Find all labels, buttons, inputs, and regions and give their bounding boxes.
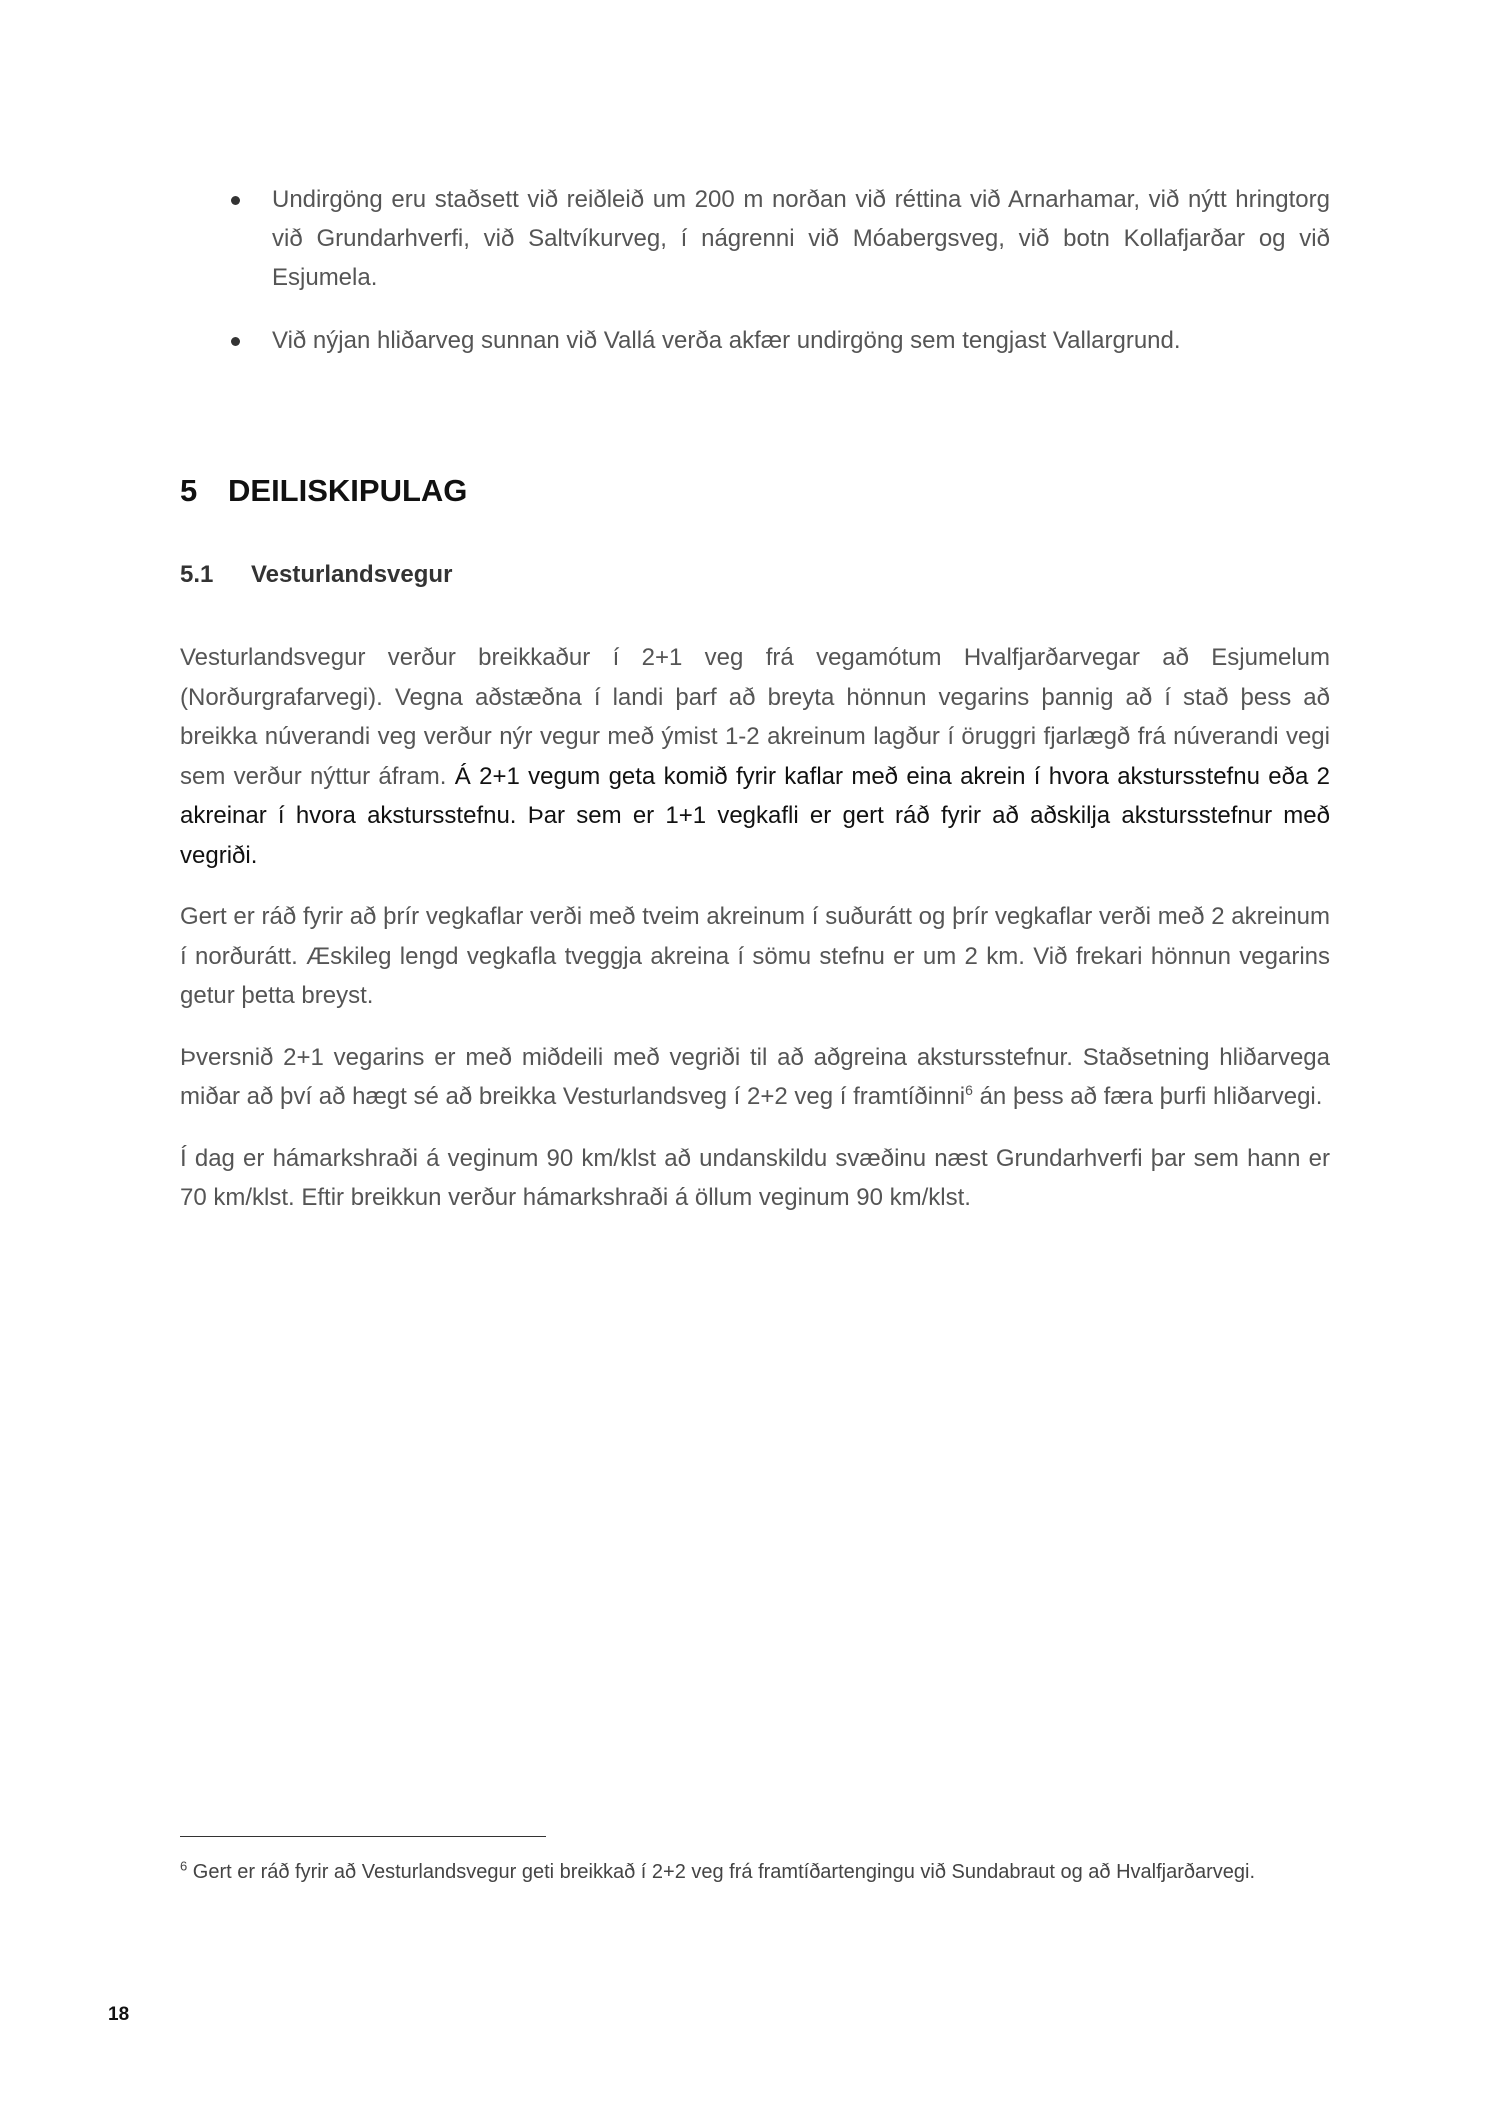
page-number: 18 [108, 2004, 130, 2025]
paragraph-text-emphasis: Á 2+1 vegum geta komið fyrir kaflar með eina akrein í hvora akstursstefnu eða 2 akreinar í hvora akstursstefnu. Þar sem er 1+1 vegkafli er gert ráð fyrir að aðskilja akstursstefnur með vegriði. [180, 762, 1331, 869]
footnote [180, 1857, 1330, 1888]
paragraph [180, 1038, 1330, 1117]
body-text [180, 638, 1330, 1240]
footnote-marker: 6 [180, 1858, 188, 1874]
footnote-text: Gert er ráð fyrir að Vesturlandsvegur geti breikkað í 2+2 veg frá framtíðartengingu við Sundabraut og að Hvalfjarðarvegi. [187, 1861, 1256, 1883]
paragraph-text: án þess að færa þurfi hliðarvegi. [972, 1083, 1323, 1110]
bullet-icon [231, 337, 240, 346]
paragraph: Í dag er hámarkshraði á veginum 90 km/klst að undanskildu svæðinu næst Grundarhverfi þar sem hann er 70 km/klst. Eftir breikkun verður hámarkshraði á öllum veginum 90 km/klst. [180, 1144, 1330, 1211]
section-title: DEILISKIPULAG [228, 473, 468, 508]
bullet-item [180, 321, 1330, 360]
bullet-text: Við nýjan hliðarveg sunnan við Vallá verða akfær undirgöng sem tengjast Vallargrund. [272, 327, 1181, 354]
bullet-item [180, 180, 1330, 297]
footnote-divider [180, 1836, 546, 1837]
paragraph [180, 638, 1330, 875]
bullet-icon [231, 196, 240, 205]
paragraph-text: Þversnið 2+1 vegarins er með miðdeili með vegriði til að aðgreina akstursstefnur. Staðsetning hliðarvega miðar að því að hægt sé að breikka Vesturlandsveg í 2+2 veg í framtíðinni [180, 1043, 1330, 1110]
footnote-reference[interactable]: 6 [965, 1082, 973, 1098]
section-heading [180, 473, 1330, 509]
subsection-heading [180, 561, 1330, 589]
section-number: 5 [180, 473, 198, 508]
paragraph-text: Vesturlandsvegur verður breikkaður í 2+1 veg frá vegamótum Hvalfjarðarvegar að Esjumelum (Norðurgrafarvegi). Vegna aðstæðna í landi þarf að breyta hönnun vegarins þannig að í stað þess að breikka núverandi veg verður nýr vegur með ýmist 1-2 akreinum lagður í öruggri fjarlægð frá núverandi vegi sem verður nýttur áfram. [180, 644, 1330, 790]
subsection-number: 5.1 [180, 561, 214, 588]
paragraph: Gert er ráð fyrir að þrír vegkaflar verði með tveim akreinum í suðurátt og þrír vegkaflar verði með 2 akreinum í norðurátt. Æskileg lengd vegkafla tveggja akreina í sömu stefnu er um 2 km. Við frekari hönnun vegarins getur þetta breyst. [180, 903, 1330, 1009]
bullet-list [180, 180, 1330, 384]
bullet-text: Undirgöng eru staðsett við reiðleið um 200 m norðan við réttina við Arnarhamar, við nýtt hringtorg við Grundarhverfi, við Saltvíkurveg, í nágrenni við Móabergsveg, við botn Kollafjarðar og við Esjumela. [272, 186, 1330, 291]
subsection-title: Vesturlandsvegur [251, 561, 453, 588]
